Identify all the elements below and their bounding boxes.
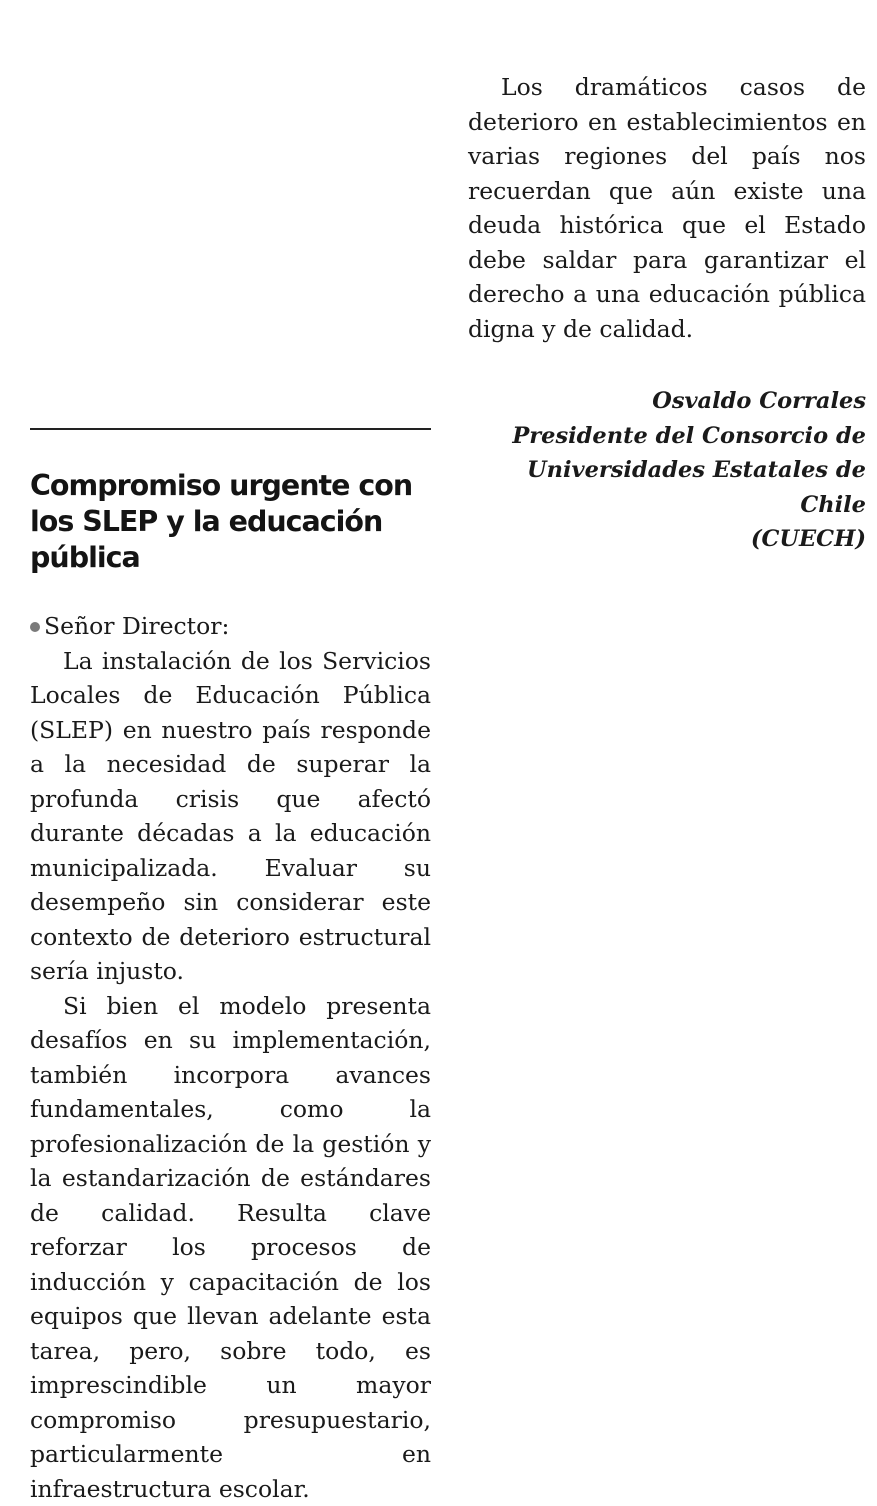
letter-salutation: Señor Director: [44,612,229,640]
bullet-icon [30,622,40,632]
signature-title-line-3: (CUECH) [468,522,866,557]
previous-letter-column [468,70,866,557]
letter-salutation-line [30,609,431,644]
previous-letter-closing-paragraph: Los dramáticos casos de deterioro en establecimientos en varias regiones del país nos recuerdan que aún existe una deuda histórica que el Estado debe saldar para garantizar el derecho a una educación pública digna y de calidad. [468,70,866,346]
signature-title-line-2: Universidades Estatales de Chile [468,453,866,522]
letter-paragraph-1: La instalación de los Servicios Locales de Educación Pública (SLEP) en nuestro país responde a la necesidad de superar la profunda crisis que afectó durante décadas a la educación municipalizada. Evaluar su desempeño sin considerar este contexto de deterioro estructural sería injusto. [30,644,431,989]
letter-headline: Compromiso urgente con los SLEP y la educación pública [30,468,431,576]
letter-column [30,428,431,1506]
section-divider [30,428,431,430]
signature-title-line-1: Presidente del Consorcio de [468,419,866,454]
signature-block [468,384,866,557]
letter-paragraph-2: Si bien el modelo presenta desafíos en su implementación, también incorpora avances fundamentales, como la profesionalización de la gestión y la estandarización de estándares de calidad. Resulta clave reforzar los procesos de inducción y capacitación de los equipos que llevan adelante esta tarea, pero, sobre todo, es imprescindible un mayor compromiso presupuestario, particularmente en infraestructura escolar. [30,989,431,1506]
signature-name: Osvaldo Corrales [468,384,866,419]
